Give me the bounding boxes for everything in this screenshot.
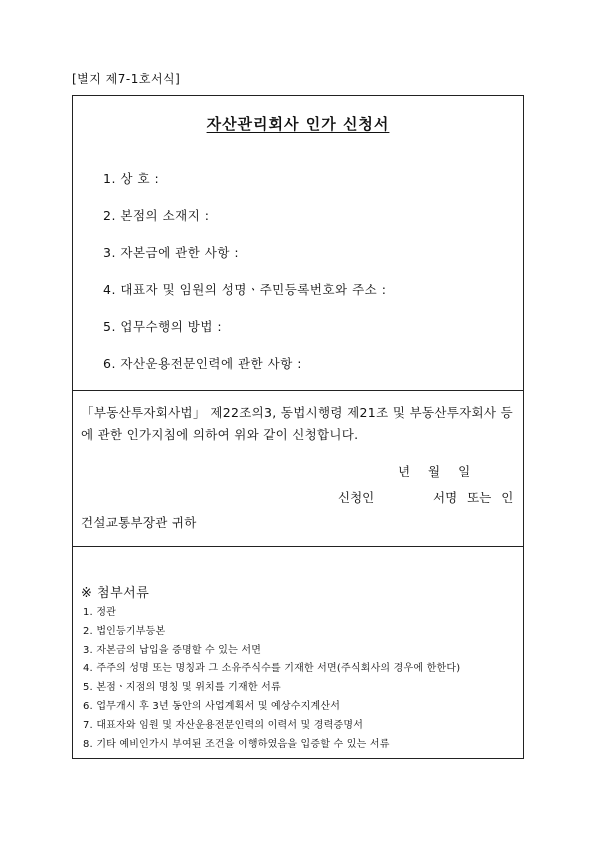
addressee: 건설교통부장관 귀하 (81, 515, 197, 530)
form-title-text: 자산관리회사 인가 신청서 (206, 115, 390, 133)
attachment-item: 3. 자본금의 납입을 증명할 수 있는 서면 (83, 644, 262, 656)
attachment-item: 1. 정관 (83, 607, 117, 618)
attachments-section (73, 547, 523, 758)
attachment-item: 6. 업무개시 후 3년 동안의 사업계획서 및 예상수지계산서 (83, 700, 341, 712)
attachment-item: 5. 본점ㆍ지점의 명칭 및 위치를 기재한 서류 (83, 682, 281, 694)
application-form (72, 95, 524, 759)
form-title (73, 113, 523, 134)
attachment-item: 8. 기타 예비인가시 부여된 조건을 이행하였음을 입증할 수 있는 서류 (83, 738, 390, 750)
attachment-item: 2. 법인등기부등본 (83, 625, 166, 637)
item-company-name: 1. 상 호 : (103, 171, 160, 186)
item-capital: 3. 자본금에 관한 사항 : (103, 245, 240, 260)
attachment-item: 4. 주주의 성명 또는 명칭과 그 소유주식수를 기재한 서면(주식회사의 경우에 한한다) (83, 663, 461, 675)
signature-label: 서명 또는 인 (433, 490, 514, 505)
item-business-method: 5. 업무수행의 방법 : (103, 319, 223, 334)
attachment-item: 7. 대표자와 임원 및 자산운용전문인력의 이력서 및 경력증명서 (83, 719, 364, 731)
item-asset-management-staff: 6. 자산운용전문인력에 관한 사항 : (103, 356, 303, 371)
attachments-list (83, 604, 460, 754)
attachments-title: ※ 첨부서류 (81, 586, 150, 601)
item-representatives: 4. 대표자 및 임원의 성명ㆍ주민등록번호와 주소 : (103, 282, 387, 297)
declaration-section (73, 391, 523, 547)
item-head-office-address: 2. 본점의 소재지 : (103, 208, 210, 223)
applicant-label: 신청인 (338, 490, 375, 505)
application-items-section (73, 96, 523, 391)
form-number-label: [별지 제7-1호서식] (72, 72, 181, 86)
declaration-text: 「부동산투자회사법」 제22조의3, 동법시행령 제21조 및 부동산투자회사 등에 관한 인가지침에 의하여 위와 같이 신청합니다. (81, 405, 513, 442)
application-items-list (103, 171, 386, 393)
date-line: 년 월 일 (398, 464, 471, 479)
